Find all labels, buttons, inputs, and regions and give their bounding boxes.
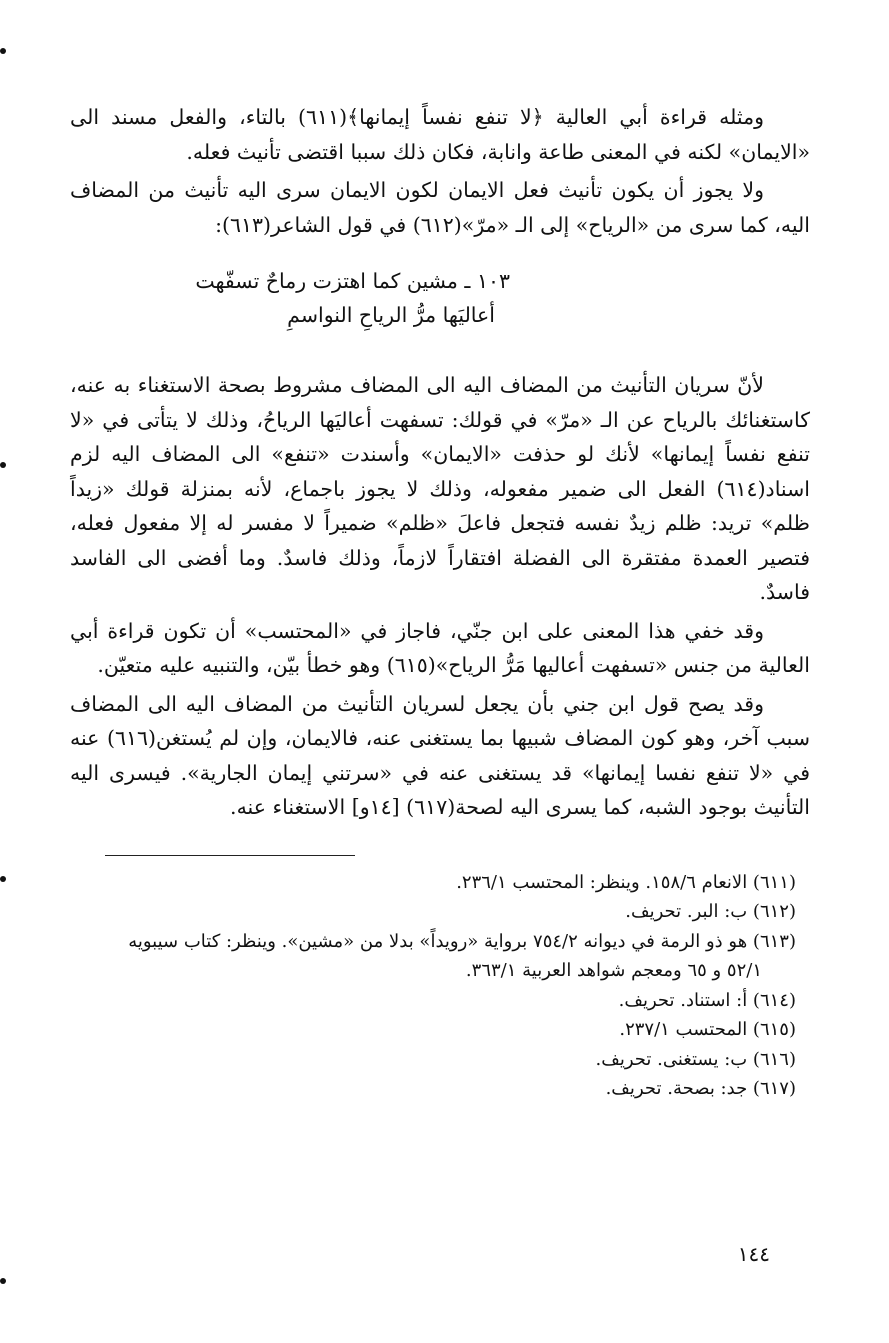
footnote-611	[70, 868, 810, 898]
footnote-text: (٦١٥) المحتسب ٢٣٧/١.	[619, 1019, 796, 1040]
paragraph-3: لأنّ سريان التأنيث من المضاف اليه الى المضاف مشروط بصحة الاستغناء به عنه، كاستغنائك بالرياح عن الـ «مرّ» في قولك: تسفهت أعاليَها الرياحُ، وذلك لا يتأتى في «لا تنفع نفساً إيمانها» لأنك لو حذفت «الايمان» وأسندت «تنفع» الى المضاف اليه لزم اسناد(٦١٤) الفعل الى ضمير مفعوله، وذلك لا يجوز باجماع، لأنه بمنزلة قولك «زيداً ظلم» تريد: ظلم زيدٌ نفسه فتجعل فاعلَ «ظلم» ضميراً لا مفسر له إلا مفعول فعله، فتصير العمدة مفتقرة الى الفضلة افتقاراً لازماً، وذلك فاسدٌ. وما أفضى الى الفاسد فاسدٌ.	[70, 373, 810, 604]
footnote-616	[70, 1045, 810, 1075]
paragraph-4: وقد خفي هذا المعنى على ابن جنّي، فاجاز في «المحتسب» أن تكون قراءة أبي العالية من جنس «تسفهت أعاليها مَرُّ الرياح»(٦١٥) وهو خطأ بيّن، والتنبيه عليه متعيّن.	[70, 618, 810, 677]
footnote-text: (٦١٣) هو ذو الرمة في ديوانه ٧٥٤/٢ برواية «رويداً» بدلا من «مشين». وينظر: كتاب سيبويه	[128, 930, 796, 952]
scan-mark	[0, 1278, 6, 1284]
poetry-verse	[70, 264, 810, 332]
footnote-text: (٦١٢) ب: البر. تحريف.	[625, 901, 796, 922]
paragraph-5: وقد يصح قول ابن جني بأن يجعل لسريان التأنيث من المضاف اليه الى المضاف سبب آخر، وهو كون المضاف شبيها بما يستغنى عنه، فالايمان، وإن لم يُستغن(٦١٦) عنه في «لا تنفع نفسا إيمانها» قد يستغنى عنه في «سرتني إيمان الجارية». فيسرى اليه التأنيث بوجود الشبه، كما يسرى اليه لصحة(٦١٧) [١٤و] الاستغناء عنه.	[70, 691, 810, 819]
footnote-text: (٦١٤) أ: استناد. تحريف.	[618, 989, 796, 1011]
footnote-continuation: ٥٢/١ و ٦٥ ومعجم شواهد العربية ٣٦٣/١.	[465, 960, 762, 981]
verse-line-1: ١٠٣ ـ مشين كما اهتزت رماحٌ تسفّهت	[195, 269, 510, 293]
footnote-613	[70, 927, 810, 986]
verse-line-2: أعاليَها مرُّ الرياحِ النواسمِ	[287, 303, 495, 327]
footnote-text: (٦١١) الانعام ١٥٨/٦. وينظر: المحتسب ٢٣٦/١.	[456, 871, 796, 893]
paragraph-1: ومثله قراءة أبي العالية ﴿لا تنفع نفساً إيمانها﴾(٦١١) بالتاء، والفعل مسند الى «الايمان» لكنه في المعنى طاعة وانابة، فكان ذلك سببا اقتضى تأنيث فعله.	[70, 105, 810, 164]
page-body	[70, 100, 810, 1104]
page-number: ١٤٤	[737, 1242, 770, 1266]
scan-mark	[0, 462, 6, 468]
footnote-text: (٦١٧) جد: بصحة. تحريف.	[605, 1078, 796, 1099]
footnote-text: (٦١٦) ب: يستغنى. تحريف.	[595, 1048, 796, 1070]
scan-mark	[0, 48, 6, 54]
scan-mark	[0, 876, 6, 882]
footnote-615	[70, 1015, 810, 1045]
footnote-617	[70, 1074, 810, 1104]
footnotes-list	[70, 868, 810, 1104]
footnote-separator	[105, 855, 355, 856]
footnote-614	[70, 986, 810, 1016]
paragraph-2: ولا يجوز أن يكون تأنيث فعل الايمان لكون الايمان سرى اليه تأنيث من المضاف اليه، كما سرى من «الرياح» إلى الـ «مرّ»(٦١٢) في قول الشاعر(٦١٣):	[70, 178, 810, 237]
footnote-612	[70, 897, 810, 927]
